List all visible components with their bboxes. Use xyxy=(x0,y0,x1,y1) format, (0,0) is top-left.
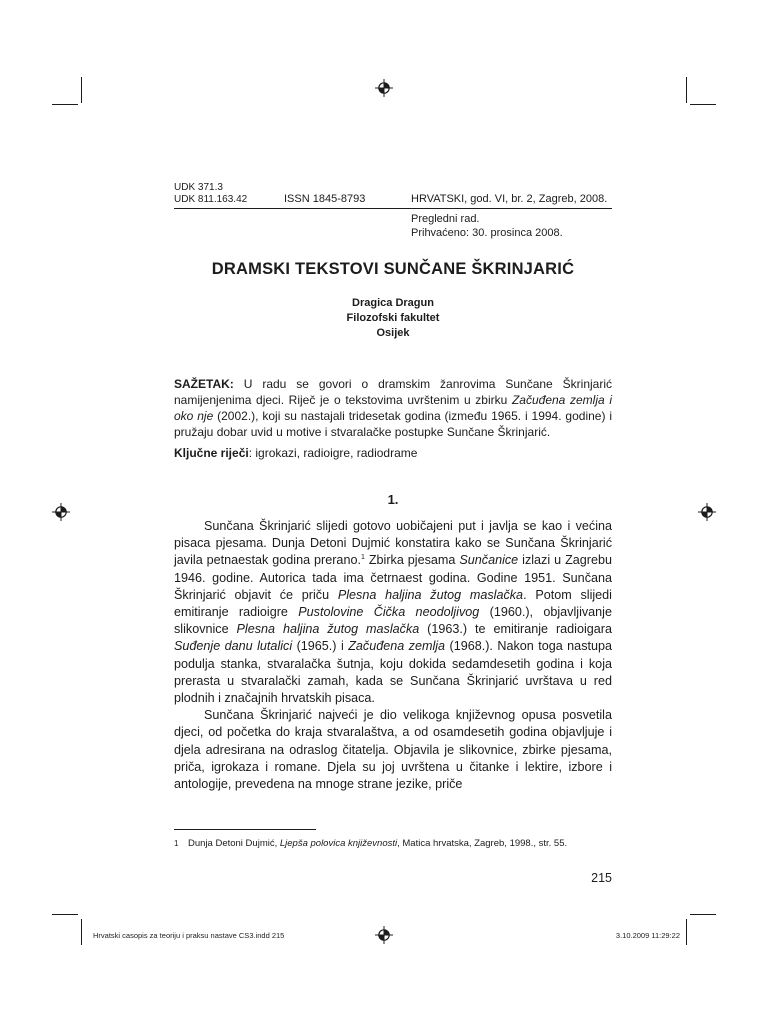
author-city: Osijek xyxy=(376,327,410,339)
registration-mark-bottom-icon xyxy=(375,926,393,944)
udk-code-2: UDK 811.163.42 xyxy=(174,194,248,205)
crop-mark-top-left-v xyxy=(81,77,82,103)
crop-mark-bottom-right-v xyxy=(686,919,687,945)
p1-text-2: Zbirka pjesama xyxy=(364,553,460,568)
p1-text-5: (1960.), objavljivanje slikovnice xyxy=(174,605,612,637)
p1-text-8: (1968.). Nakon toga nastupa podulja stanka, stvaralačka šutnja, koju dokida sedamdesetih godina i koja prerasta u stvaralački zamah, kada se Sunčana Škrinjarić uvrštava u red plodnih i značajnih hrvatskih pisaca. xyxy=(174,639,612,706)
abstract-text-1: U radu se govori o dramskim žanrovima Sunčane Škrinjarić namijenjenima djeci. Riječ je o tekstovima uvrštenim u zbirku xyxy=(174,377,612,407)
registration-mark-right-icon xyxy=(698,503,716,521)
header-rule xyxy=(174,208,612,209)
keywords-label: Ključne riječi xyxy=(174,446,249,460)
accepted-date: Prihvaćeno: 30. prosinca 2008. xyxy=(411,227,563,239)
page-number: 215 xyxy=(591,871,612,885)
paper-type: Pregledni rad. xyxy=(411,213,480,225)
footnote-text-1: Dunja Detoni Dujmić, xyxy=(188,838,280,849)
footnote-italic: Ljepša polovica književnosti xyxy=(279,838,398,849)
registration-mark-left-icon xyxy=(52,503,70,521)
p1-text-3: izlazi u Zagrebu 1946. godine. Autorica tada ima četrnaest godina. Godine 1951. Sunčana Škrinjarić objavit će priču xyxy=(174,553,612,602)
p1-text-6: (1963.) te emitiranje radioigara xyxy=(419,622,612,637)
section-heading: 1. xyxy=(387,492,399,507)
p1-italic-6: Začuđena zemlja xyxy=(348,639,446,654)
footnote xyxy=(174,838,612,850)
p1-text-7: (1965.) i xyxy=(292,639,349,654)
p1-italic-5: Suđenje danu lutalici xyxy=(174,639,293,654)
crop-mark-top-right-h xyxy=(690,104,716,105)
p1-text-1: Sunčana Škrinjarić slijedi gotovo uobičajeni put i javlja se kao i većina pisaca pjesama. Dunja Detoni Dujmić konstatira kako se Sunčana Škrinjarić javila petnaestak godina prerano. xyxy=(174,519,612,568)
author-faculty: Filozofski fakultet xyxy=(346,312,440,324)
crop-mark-bottom-left-v xyxy=(81,919,82,945)
slug-date: 3.10.2009 11:29:22 xyxy=(615,931,680,940)
author-name: Dragica Dragun xyxy=(352,297,434,309)
crop-mark-top-right-v xyxy=(686,77,687,103)
registration-mark-top-icon xyxy=(375,79,393,97)
footnote-rule xyxy=(174,829,316,830)
crop-mark-bottom-right-h xyxy=(690,914,716,915)
crop-mark-bottom-left-h xyxy=(52,914,78,915)
paragraph-1 xyxy=(174,518,612,707)
issn: ISSN 1845-8793 xyxy=(284,193,366,205)
article-title: DRAMSKI TEKSTOVI SUNČANE ŠKRINJARIĆ xyxy=(211,260,575,278)
footnote-text-2: , Matica hrvatska, Zagreb, 1998., str. 55. xyxy=(397,838,568,849)
journal-info: HRVATSKI, god. VI, br. 2, Zagreb, 2008. xyxy=(411,193,608,205)
abstract-label: SAŽETAK: xyxy=(174,377,234,391)
body-text xyxy=(174,518,612,793)
p1-italic-3: Pustolovine Čička neodoljivog xyxy=(298,605,480,620)
abstract xyxy=(174,376,612,440)
udk-code-1: UDK 371.3 xyxy=(174,182,223,193)
abstract-text-2: (2002.), koji su nastajali tridesetak godina (između 1965. i 1994. godine) i pružaju dobar uvid u motive i stvaralačke postupke Sunčane Škrinjarić. xyxy=(174,409,613,439)
footnote-number: 1 xyxy=(174,839,179,848)
crop-mark-top-left-h xyxy=(52,104,78,105)
p1-italic-2: Plesna haljina žutog maslačka xyxy=(337,587,524,602)
p1-text-4: . Potom slijedi emitiranje radioigre xyxy=(174,587,612,620)
slug-file: Hrvatski casopis za teoriju i praksu nastave CS3.indd 215 xyxy=(93,931,285,940)
p1-italic-4: Plesna haljina žutog maslačka xyxy=(236,622,420,637)
footnote-ref: 1 xyxy=(360,554,365,562)
author-block xyxy=(174,296,612,341)
abstract-book-title: Začuđena zemlja i oko nje xyxy=(174,393,612,423)
keywords xyxy=(174,445,612,461)
keywords-text: : igrokazi, radioigre, radiodrame xyxy=(248,446,418,460)
paragraph-2: Sunčana Škrinjarić najveći je dio velikoga književnog opusa posvetila djeci, od početka do kraja stvaralaštva, a od osamdesetih godina objavljuje i djela adresirana na odraslog čitatelja. Objavila je slikovnice, zbirke pjesama, priča, igrokaza i romane. Djela su joj uvrštena u čitanke i lektire, izbore i antologije, prevedena na mnoge strane jezike, priče xyxy=(174,708,612,792)
p1-italic-1: Sunčanice xyxy=(459,553,519,568)
